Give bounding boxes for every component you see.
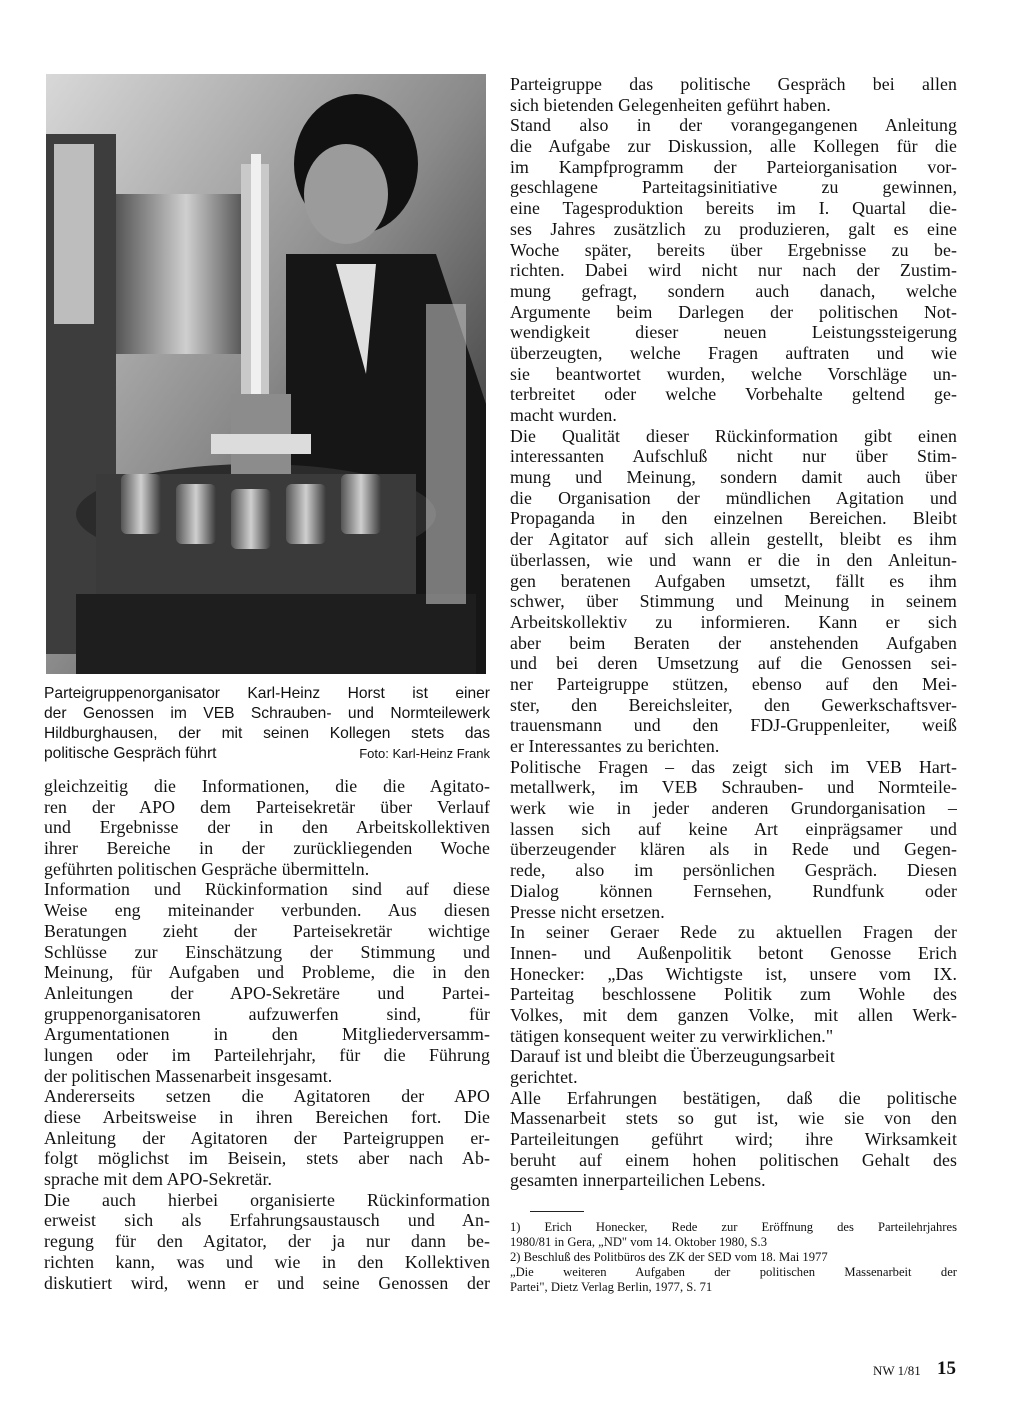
text-line: macht wurden. [510, 405, 617, 425]
caption-line: Parteigruppenorganisator Karl-Heinz Horst ist einer [44, 685, 490, 702]
text-line: eine Tagesproduktion bereits im I. Quartal die- [510, 198, 957, 219]
text-line: diese Arbeitsweise in ihren Bereichen fort. Die [44, 1107, 490, 1127]
caption-line: Hildburghausen, der mit seinen Kollegen stets das [44, 725, 490, 742]
text-line: Schlüsse zur Einschätzung der Stimmung und [44, 941, 490, 962]
text-line: erweist sich als Erfahrungsaustausch und An- [44, 1210, 490, 1231]
text-line: und bei deren Umsetzung auf die Genossen sei- [510, 653, 957, 674]
text-line: metallwerk, im VEB Schrauben- und Normteile- [510, 777, 957, 798]
text-line: richten kann, was und wie in den Kollektiven [44, 1251, 490, 1272]
text-line: richten. Dabei wird nicht nur nach der Zustim- [510, 260, 957, 281]
text-line: ren der APO dem Parteisekretär über Verlauf [44, 796, 490, 817]
article-photo [46, 74, 486, 674]
text-line: folgt möglichst im Beisein, stets aber nach Ab- [44, 1148, 490, 1169]
text-line: gleichzeitig die Informationen, die die Agitato- [44, 776, 490, 796]
photo-image [46, 74, 486, 674]
text-line: überzeugten, welche Fragen auftraten und wie [510, 342, 957, 363]
text-line: interessanten Aufschluß nicht nur über Stim- [510, 446, 957, 467]
text-line: Information und Rückinformation sind auf diese [44, 879, 490, 900]
footnote-line: 1) Erich Honecker, Rede zur Eröffnung des Parteilehrjahres [510, 1220, 957, 1235]
text-line: überzeugender klären als in Rede und Gegen- [510, 839, 957, 860]
caption-line: politische Gespräch führt [44, 745, 217, 762]
right-column [510, 74, 957, 1295]
text-line: Woche später, bereits über Ergebnisse zu be- [510, 239, 957, 260]
caption-last-line [44, 744, 490, 764]
text-line: aber beim Beraten der anstehenden Aufgaben [510, 632, 957, 653]
text-line: regung für den Agitator, der ja nur dann be- [44, 1231, 490, 1252]
page-number: 15 [937, 1358, 956, 1379]
text-line: er Interessantes zu berichten. [510, 736, 720, 756]
text-line: lungen oder im Parteilehrjahr, für die Führung [44, 1044, 490, 1065]
text-line: rede, also im persönlichen Gespräch. Diesen [510, 860, 957, 881]
text-line: Meinung, für Aufgaben und Probleme, die in den [44, 962, 490, 983]
text-line: trauensmann und den FDJ-Gruppenleiter, weiß [510, 715, 957, 736]
text-line: gesamten innerparteilichen Lebens. [510, 1170, 766, 1191]
text-line: Innen- und Außenpolitik betont Genosse Erich [510, 942, 957, 963]
text-line: Propaganda in den einzelnen Bereichen. Bleibt [510, 508, 957, 529]
text-line: mung gefragt, sondern auch danach, welche [510, 280, 957, 301]
text-line: ses Jahres zusätzlich zu produzieren, galt es eine [510, 218, 957, 239]
text-line: Parteigruppe das politische Gespräch bei allen [510, 74, 957, 94]
footnote-line: 1980/81 in Gera, „ND" vom 14. Oktober 1980, S.3 [510, 1235, 767, 1250]
text-line: Volkes, mit dem ganzen Volke, mit allen Werk- [510, 1004, 957, 1025]
text-line: In seiner Geraer Rede zu aktuellen Fragen der [510, 922, 957, 943]
text-line: die Organisation der mündlichen Agitation und [510, 487, 957, 508]
text-line: Presse nicht ersetzen. [510, 901, 665, 922]
text-line: Die auch hierbei organisierte Rückinformation [44, 1189, 490, 1210]
text-line: und Ergebnisse der in den Arbeitskollektiven [44, 817, 490, 838]
text-line: mung und Meinung, sondern damit auch über [510, 467, 957, 488]
text-line: Dialog können Fernsehen, Rundfunk oder [510, 880, 957, 901]
text-line: der Agitator auf sich allein gestellt, bleibt es ihm [510, 529, 957, 550]
text-line: schwer, über Stimmung und Meinung in seinem [510, 591, 957, 612]
text-line: Massenarbeit stets so gut ist, wie sie von den [510, 1108, 957, 1129]
text-line: überlassen, wie und wann er die in den Anleitun- [510, 549, 957, 570]
text-line: Politische Fragen – das zeigt sich im VEB Hart- [510, 756, 957, 777]
text-line: ihrer Bereiche in der zurückliegenden Woche [44, 838, 490, 859]
text-line: sich bietenden Gelegenheiten geführt haben. [510, 94, 831, 115]
footnote-line: 2) Beschluß des Politbüros des ZK der SED vom 18. Mai 1977 [510, 1250, 828, 1265]
text-line: sie beantwortet wurden, welche Vorschläge un- [510, 363, 957, 384]
text-line: Anleitung der Agitatoren der Parteigruppen er- [44, 1127, 490, 1148]
right-column-text [510, 74, 957, 1191]
photo-credit: Foto: Karl-Heinz Frank [359, 746, 490, 761]
text-line: Alle Erfahrungen bestätigen, daß die politische [510, 1087, 957, 1108]
text-line: Parteileitungen geführt wird; ihre Wirksamkeit [510, 1129, 957, 1150]
text-line: diskutiert wird, wenn er und seine Genossen der [44, 1272, 490, 1293]
text-line: wendigkeit dieser neuen Leistungssteigerung [510, 322, 957, 343]
text-line: im Kampfprogramm der Parteiorganisation vor- [510, 156, 957, 177]
text-line: geschlagene Parteitagsinitiative zu gewinnen, [510, 177, 957, 198]
photo-caption [44, 684, 490, 764]
caption-line: der Genossen im VEB Schrauben- und Normteilewerk [44, 705, 490, 722]
footnotes [510, 1220, 957, 1295]
text-line: der politischen Massenarbeit insgesamt. [44, 1065, 333, 1086]
text-line: gruppenorganisatoren aufzuwerfen sind, für [44, 1003, 490, 1024]
text-line: Beratungen zieht der Parteisekretär wichtige [44, 920, 490, 941]
text-line: Andererseits setzen die Agitatoren der APO [44, 1086, 490, 1107]
text-line: lassen sich auf keine Art einprägsamer und [510, 818, 957, 839]
text-line: sprache mit dem APO-Sekretär. [44, 1169, 273, 1190]
text-line: Honecker: „Das Wichtigste ist, unsere vom IX. [510, 963, 957, 984]
text-line: Arbeitskollektiv zu informieren. Kann er sich [510, 611, 957, 632]
text-line: gerichtet. [510, 1067, 578, 1087]
text-line: beruht auf einem hohen politischen Gehalt des [510, 1149, 957, 1170]
text-line: terbreitet oder welche Vorbehalte geltend ge- [510, 384, 957, 405]
text-line: tätigen konsequent weiter zu verwirklichen." [510, 1025, 834, 1046]
footnote-line: Partei", Dietz Verlag Berlin, 1977, S. 71 [510, 1280, 713, 1295]
text-line: Stand also in der vorangegangenen Anleitung [510, 115, 957, 136]
left-column-text [44, 776, 490, 1293]
text-line: Parteitag beschlossene Politik zum Wohle des [510, 984, 957, 1005]
text-line: Darauf ist und bleibt die Überzeugungsarbeit [510, 1046, 835, 1067]
text-line: Argumentationen in den Mitgliederversamm- [44, 1024, 490, 1045]
text-line: Anleitungen der APO-Sekretäre und Partei- [44, 982, 490, 1003]
journal-issue: NW 1/81 [873, 1363, 921, 1378]
text-line: Die Qualität dieser Rückinformation gibt einen [510, 425, 957, 446]
text-line: Argumente beim Darlegen der politischen Not- [510, 301, 957, 322]
text-line: werk wie in jeder anderen Grundorganisation – [510, 798, 957, 819]
text-line: geführten politischen Gespräche übermitteln. [44, 858, 370, 879]
text-line: gen beratenen Aufgaben umsetzt, fällt es ihm [510, 570, 957, 591]
left-column [44, 74, 490, 1293]
footnote-divider [530, 1211, 584, 1212]
text-line: die Aufgabe zur Diskussion, alle Kollegen für die [510, 136, 957, 157]
text-line: ster, den Bereichsleiter, den Gewerkschaftsver- [510, 694, 957, 715]
text-line: Weise eng miteinander verbunden. Aus diesen [44, 900, 490, 921]
footnote-line: „Die weiteren Aufgaben der politischen Massenarbeit der [510, 1265, 957, 1280]
text-line: ner Parteigruppe stützen, ebenso auf den Mei- [510, 673, 957, 694]
